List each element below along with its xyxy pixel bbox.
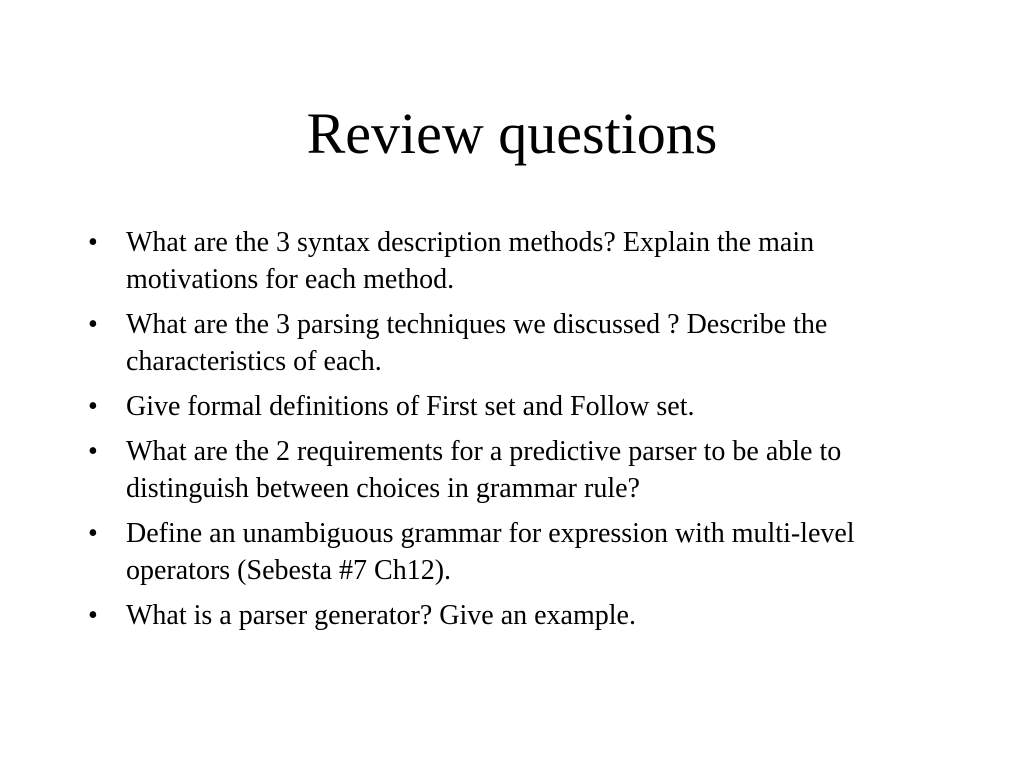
bullet-icon: • xyxy=(88,518,98,549)
bullet-text: Give formal definitions of First set and Follow set. xyxy=(126,391,695,422)
bullet-icon: • xyxy=(88,600,98,631)
bullet-icon: • xyxy=(88,309,98,340)
bullet-text: What is a parser generator? Give an example. xyxy=(126,600,636,631)
bullet-text: Define an unambiguous grammar for expression with multi-level operators (Sebesta #7 Ch12). xyxy=(126,518,855,586)
bullet-text: What are the 3 parsing techniques we discussed ? Describe the characteristics of each. xyxy=(126,309,828,377)
bullet-item-1 xyxy=(88,224,948,298)
bullet-text: What are the 2 requirements for a predictive parser to be able to distinguish between choices in grammar rule? xyxy=(126,436,842,504)
bullet-icon: • xyxy=(88,391,98,422)
bullet-list xyxy=(88,224,948,642)
bullet-item-2 xyxy=(88,306,948,380)
bullet-item-3 xyxy=(88,388,948,425)
bullet-icon: • xyxy=(88,436,98,467)
bullet-item-5 xyxy=(88,515,948,589)
slide-title: Review questions xyxy=(306,101,718,166)
bullet-item-6 xyxy=(88,597,948,634)
bullet-icon: • xyxy=(88,227,98,258)
bullet-item-4 xyxy=(88,433,948,507)
bullet-text: What are the 3 syntax description methods? Explain the main motivations for each method. xyxy=(126,227,815,295)
